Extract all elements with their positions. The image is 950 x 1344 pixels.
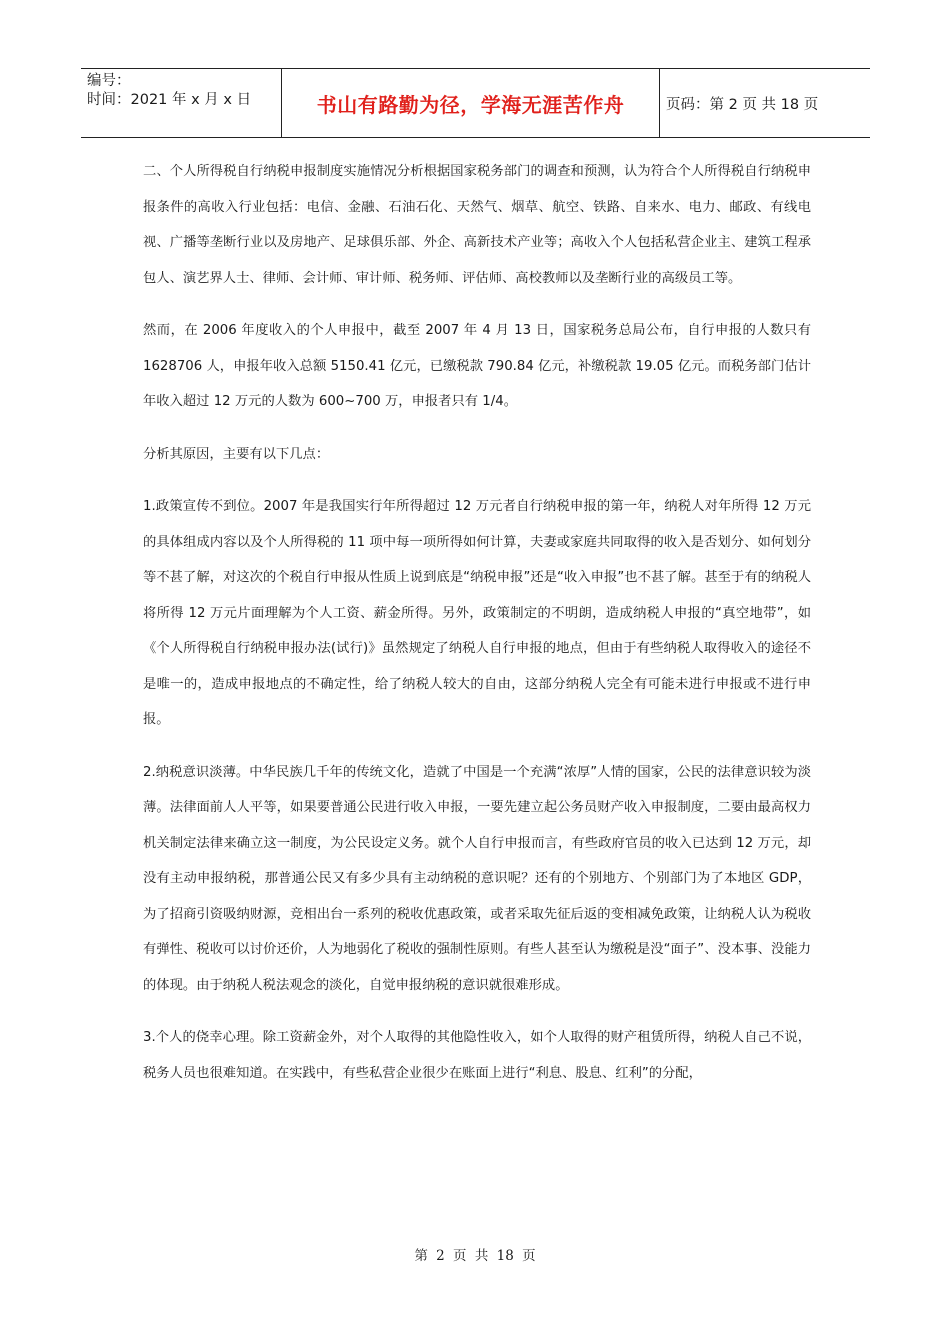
page-footer: 第 2 页 共 18 页: [414, 1248, 536, 1264]
document-header: [81, 68, 870, 138]
header-page-cell: [660, 69, 870, 137]
paragraph-analysis-lead: 分析其原因，主要有以下几点：: [143, 446, 330, 462]
serial-number-label: 编号：: [87, 73, 131, 89]
page-number-label: 页码：第 2 页 共 18 页: [666, 96, 819, 113]
header-motto: 书山有路勤为径，学海无涯苦作舟: [316, 92, 625, 117]
header-motto-cell: [282, 69, 660, 137]
header-info-cell: [81, 69, 282, 137]
paragraph-statistics: 然而，在 2006 年度收入的个人申报中，截至 2007 年 4 月 13 日，国家税务总局公布，自行申报的人数只有 1628706 人，申报年收入总额 5150.41 亿元，已缴税款 790.84 亿元，补缴税款 19.05 亿元。而税务部门估计年收入超过 12 万元的人数为 600~700 万，申报者只有 1/4。: [143, 323, 811, 409]
document-body: [143, 154, 811, 1108]
date-label: 时间：2021 年 x 月 x 日: [87, 92, 252, 108]
paragraph-reason-2: 2.纳税意识淡薄。中华民族几千年的传统文化，造就了中国是一个充满“浓厚”人情的国家，公民的法律意识较为淡薄。法律面前人人平等，如果要普通公民进行收入申报，一要先建立起公务员财产收入申报制度，二要由最高权力机关制定法律来确立这一制度，为公民设定义务。就个人自行申报而言，有些政府官员的收入已达到 12 万元，却没有主动申报纳税，那普通公民又有多少具有主动纳税的意识呢？还有的个别地方、个别部门为了本地区 GDP，为了招商引资吸纳财源，竞相出台一系列的税收优惠政策，或者采取先征后返的变相减免政策，让纳税人认为税收有弹性、税收可以讨价还价，人为地弱化了税收的强制性原则。有些人甚至认为缴税是没“面子”、没本事、没能力的体现。由于纳税人税法观念的淡化，自觉申报纳税的意识就很难形成。: [143, 764, 811, 993]
paragraph-reason-1: 1.政策宣传不到位。2007 年是我国实行年所得超过 12 万元者自行纳税申报的第一年，纳税人对年所得 12 万元的具体组成内容以及个人所得税的 11 项中每一项所得如何计算，夫妻或家庭共同取得的收入是否划分、如何划分等不甚了解，对这次的个税自行申报从性质上说到底是“纳税申报”还是“收入申报”也不甚了解。甚至于有的纳税人将所得 12 万元片面理解为个人工资、薪金所得。另外，政策制定的不明朗，造成纳税人申报的“真空地带”，如《个人所得税自行纳税申报办法(试行)》虽然规定了纳税人自行申报的地点，但由于有些纳税人取得收入的途径不是唯一的，造成申报地点的不确定性，给了纳税人较大的自由，这部分纳税人完全有可能未进行申报或不进行申报。: [143, 499, 811, 727]
paragraph-reason-3: 3.个人的侥幸心理。除工资薪金外，对个人取得的其他隐性收入，如个人取得的财产租赁所得，纳税人自己不说，税务人员也很难知道。在实践中，有些私营企业很少在账面上进行“利息、股息、红利”的分配，: [143, 1030, 811, 1081]
paragraph-intro: 二、个人所得税自行纳税申报制度实施情况分析根据国家税务部门的调查和预测，认为符合个人所得税自行纳税申报条件的高收入行业包括：电信、金融、石油石化、天然气、烟草、航空、铁路、自来水、电力、邮政、有线电视、广播等垄断行业以及房地产、足球俱乐部、外企、高新技术产业等；高收入个人包括私营企业主、建筑工程承包人、演艺界人士、律师、会计师、审计师、税务师、评估师、高校教师以及垄断行业的高级员工等。: [143, 164, 811, 286]
